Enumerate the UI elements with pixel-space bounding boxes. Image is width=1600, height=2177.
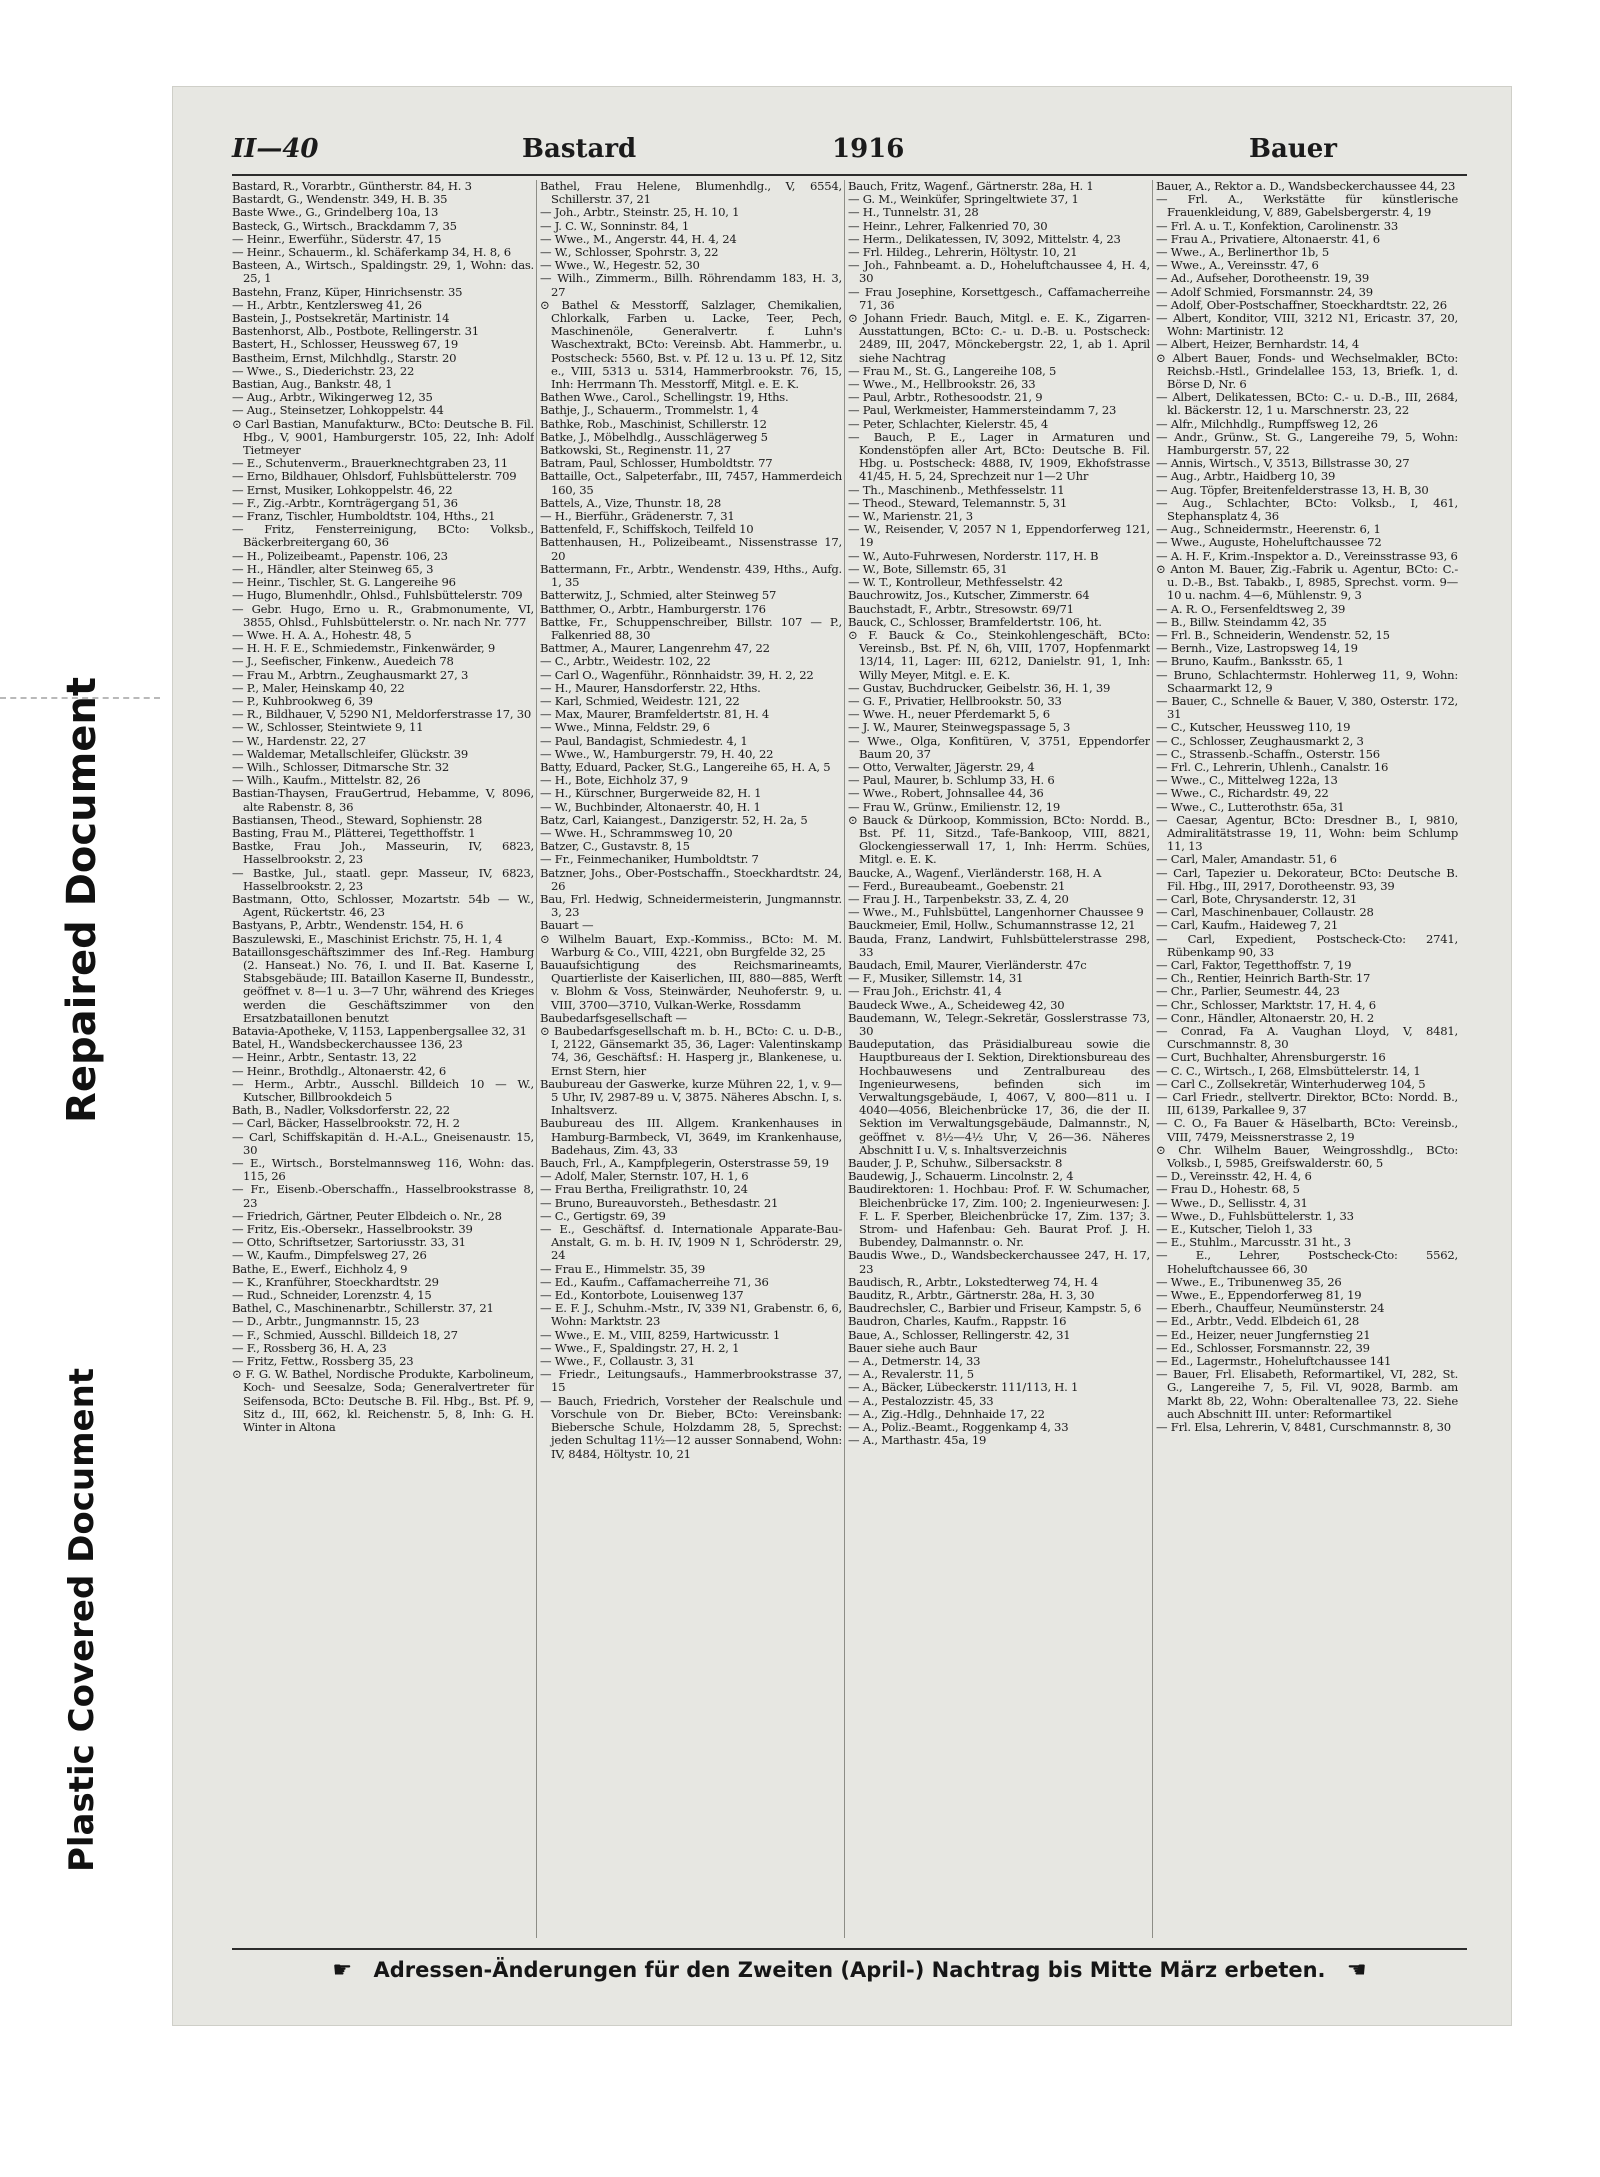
directory-entry: — K., Kranführer, Stoeckhardtstr. 29 — [232, 1274, 439, 1289]
directory-entry: — A., Pestalozzistr. 45, 33 — [848, 1393, 994, 1408]
directory-entry: — Frau Josephine, Korsettgesch., Caffamacherreihe 71, 36 — [848, 284, 1150, 312]
directory-entry: ⊙ Albert Bauer, Fonds- und Wechselmakler, BCto: Reichsb.-Hstl., Grindelallee 153, 13, Briefk. 1, d. Börse D, Nr. 6 — [1156, 350, 1458, 392]
directory-entry: — F., Schmied, Ausschl. Billdeich 18, 27 — [232, 1327, 458, 1342]
page-header — [232, 132, 1467, 176]
directory-entry: Bastenhorst, Alb., Postbote, Rellingerstr. 31 — [232, 324, 479, 339]
directory-entry: — Fr., Feinmechaniker, Humboldtstr. 7 — [540, 852, 759, 867]
directory-entry: — Friedrich, Gärtner, Peuter Elbdeich o. Nr., 28 — [232, 1208, 502, 1223]
directory-entry: ⊙ Carl Bastian, Manufakturw., BCto: Deutsche B. Fil. Hbg., V, 9001, Hamburgerstr. 105, 22, Inh: Adolf Tietmeyer — [232, 416, 534, 458]
directory-entry: Bastian-Thaysen, FrauGertrud, Hebamme, V, 8096, alte Rabenstr. 8, 36 — [232, 786, 534, 814]
directory-entry: — Theod., Steward, Telemannstr. 5, 31 — [848, 495, 1068, 510]
directory-entry: — Conr., Händler, Altonaerstr. 20, H. 2 — [1156, 1010, 1375, 1025]
directory-entry: — Heinr., Arbtr., Sentastr. 13, 22 — [232, 1050, 417, 1065]
directory-entry: — Friedr., Leitungsaufs., Hammerbrookstrasse 37, 15 — [540, 1367, 842, 1395]
directory-entry: — E., Kutscher, Tieloh 1, 33 — [1156, 1222, 1313, 1237]
directory-entry: — Frau J. H., Tarpenbekstr. 33, Z. 4, 20 — [848, 891, 1069, 906]
directory-entry: — Carl, Schiffskapitän d. H.-A.L., Gneisenaustr. 15, 30 — [232, 1129, 534, 1157]
directory-entry: — H., Maurer, Hansdorferstr. 22, Hths. — [540, 680, 761, 695]
directory-entry: — Ch., Rentier, Heinrich Barth-Str. 17 — [1156, 971, 1371, 986]
directory-entry: — Carl O., Wagenführ., Rönnhaidstr. 39, H. 2, 22 — [540, 667, 814, 682]
directory-entry: — E. F. J., Schuhm.-Mstr., IV, 339 N1, Grabenstr. 6, 6, Wohn: Marktstr. 23 — [540, 1301, 842, 1329]
directory-entry: Bastke, Frau Joh., Masseurin, IV, 6823, Hasselbrookstr. 2, 23 — [232, 839, 534, 867]
directory-entry: Bauart — — [540, 918, 594, 933]
directory-entry: — R., Bildhauer, V, 5290 N1, Meldorferstrasse 17, 30 — [232, 707, 532, 722]
directory-entry: Baubedarfsgesellschaft — — [540, 1010, 687, 1025]
directory-page — [172, 86, 1512, 2026]
directory-entry: — F., Zig.-Arbtr., Kornträgergang 51, 36 — [232, 495, 458, 510]
directory-entry: Baudeck Wwe., A., Scheideweg 42, 30 — [848, 997, 1065, 1012]
directory-entry: — E., Stuhlm., Marcusstr. 31 ht., 3 — [1156, 1235, 1351, 1250]
directory-entry: Baudemann, W., Telegr.-Sekretär, Gosslerstrasse 73, 30 — [848, 1010, 1150, 1038]
directory-entry: — Carl, Expedient, Postscheck-Cto: 2741, Rübenkamp 90, 33 — [1156, 931, 1458, 959]
directory-entry: Baudrechsler, C., Barbier und Friseur, Kampstr. 5, 6 — [848, 1301, 1142, 1316]
directory-entry: — C., Schlosser, Zeughausmarkt 2, 3 — [1156, 733, 1364, 748]
directory-entry: — Waldemar, Metallschleifer, Glückstr. 39 — [232, 746, 469, 761]
directory-entry: — A., Zig.-Hdlg., Dehnhaide 17, 22 — [848, 1406, 1045, 1421]
directory-entry: — G. M., Weinküfer, Springeltwiete 37, 1 — [848, 192, 1079, 207]
directory-entry: — E., Wirtsch., Borstelmannsweg 116, Wohn: das. 115, 26 — [232, 1156, 534, 1184]
directory-entry: Batavia-Apotheke, V, 1153, Lappenbergsallee 32, 31 — [232, 1024, 527, 1038]
column-4 — [1156, 180, 1458, 1938]
directory-entry: — Bastke, Jul., staatl. gepr. Masseur, IV, 6823, Hasselbrookstr. 2, 23 — [232, 865, 534, 893]
directory-entry: — Ed., Lagermstr., Hoheluftchaussee 141 — [1156, 1354, 1392, 1369]
directory-entry: Bathke, Rob., Maschinist, Schillerstr. 12 — [540, 416, 767, 431]
directory-entry: Batty, Eduard, Packer, St.G., Langereihe 65, H. A, 5 — [540, 759, 831, 774]
directory-entry: Baudewig, J., Schauerm. Lincolnstr. 2, 4 — [848, 1169, 1074, 1184]
directory-entry: ⊙ Bathel & Messtorff, Salzlager, Chemikalien, Chlorkalk, Farben u. Lacke, Teer, Pech, Maschinenöle, Generalvertr. f. Luhn's Waschextrakt, BCto: Vereinsb. Abt. Hammerbr., u. Postscheck: 5560, Bst. v. Pf. 12 u. 13 u. Pf. 12, Sitz e., VIII, 5313 u. 5314, Hammerbrookstr. 76, 15, Inh: Herrmann Th. Messtorff, Mitgl. e. E. K. — [540, 297, 842, 392]
directory-entry: — Heinr., Brothdlg., Altonaerstr. 42, 6 — [232, 1063, 447, 1078]
column-1 — [232, 180, 534, 1938]
directory-entry: — Paul, Arbtr., Rothesoodstr. 21, 9 — [848, 390, 1043, 405]
directory-entry: — C., Gertigstr. 69, 39 — [540, 1208, 666, 1223]
footer-rule — [232, 1948, 1467, 1950]
directory-entry: Baucke, A., Wagenf., Vierländerstr. 168, H. A — [848, 865, 1102, 880]
year: 1916 — [832, 134, 905, 164]
directory-entry: — W., Hardenstr. 22, 27 — [232, 733, 366, 748]
edge-divider — [0, 697, 160, 699]
directory-entry: Bauaufsichtigung des Reichsmarineamts, Quartierliste der Kaiserlichen, III, 880—885, Werft v. Blohm & Voss, Steinwärder, Neuhoferstr. 9, u. VIII, 3700—3710, Vulkan-Werke, Rossdamm — [540, 957, 842, 1012]
directory-entry: — Ernst, Musiker, Lohkoppelstr. 46, 22 — [232, 482, 453, 497]
directory-columns — [232, 180, 1467, 1938]
directory-entry: Bau, Frl. Hedwig, Schneidermeisterin, Jungmannstr. 3, 23 — [540, 891, 842, 920]
directory-entry: — J. C. W., Sonninstr. 84, 1 — [540, 218, 689, 233]
directory-entry: Bauer siehe auch Baur — [848, 1340, 977, 1355]
directory-entry: — Wwe. H., Schrammsweg 10, 20 — [540, 825, 733, 840]
directory-entry: Bastyans, P., Arbtr., Wendenstr. 154, H. 6 — [232, 918, 464, 933]
directory-entry: — Ed., Kaufm., Caffamacherreihe 71, 36 — [540, 1274, 769, 1289]
directory-entry: — E., Geschäftsf. d. Internationale Apparate-Bau-Anstalt, G. m. b. H. IV, 1909 N 1, Schröderstr. 29, 24 — [540, 1222, 842, 1263]
directory-entry: Baubureau der Gaswerke, kurze Mühren 22, 1, v. 9—5 Uhr, IV, 2987-89 u. V, 3875. Näheres Abschn. I, s. Inhaltsverz. — [540, 1076, 842, 1118]
directory-entry: — F., Musiker, Sillemstr. 14, 31 — [848, 971, 1024, 986]
directory-entry: — Ed., Kontorbote, Louisenweg 137 — [540, 1288, 744, 1303]
repaired-document-label: Repaired Document — [59, 677, 105, 1123]
directory-entry: Basteen, A., Wirtsch., Spaldingstr. 29, 1, Wohn: das. 25, 1 — [232, 258, 534, 286]
directory-entry: — W., Schlosser, Spohrstr. 3, 22 — [540, 245, 719, 260]
directory-entry: — Fritz, Fensterreinigung, BCto: Volksb., Bäckerbreitergang 60, 36 — [232, 522, 534, 550]
directory-entry: — Hugo, Blumenhdlr., Ohlsd., Fuhlsbüttelerstr. 709 — [232, 588, 523, 603]
directory-entry: — Alfr., Milchhdlg., Rumpffsweg 12, 26 — [1156, 416, 1378, 431]
directory-entry: — W. T., Kontrolleur, Methfesselstr. 42 — [848, 575, 1063, 590]
directory-entry: Baszulewski, E., Maschinist Erichstr. 75, H. 1, 4 — [232, 931, 503, 946]
directory-entry: — H., Händler, alter Steinweg 65, 3 — [232, 561, 434, 576]
directory-entry: Bauditz, R., Arbtr., Gärtnerstr. 28a, H. 3, 30 — [848, 1288, 1095, 1303]
first-keyword: Bastard — [522, 134, 637, 164]
directory-entry: Batram, Paul, Schlosser, Humboldtstr. 77 — [540, 456, 773, 471]
directory-entry: — Wwe., E., Eppendorferweg 81, 19 — [1156, 1288, 1362, 1303]
directory-entry: — Curt, Buchhalter, Ahrensburgerstr. 16 — [1156, 1050, 1386, 1065]
directory-entry: — Chr., Parlier, Seumestr. 44, 23 — [1156, 984, 1340, 999]
directory-entry: — C., Arbtr., Weidestr. 102, 22 — [540, 654, 711, 669]
directory-entry: Bauch, Frl., A., Kampfplegerin, Osterstrasse 59, 19 — [540, 1156, 829, 1171]
directory-entry: — Frl. Hildeg., Lehrerin, Höltystr. 10, 21 — [848, 245, 1078, 260]
directory-entry: — W., Schlosser, Steintwiete 9, 11 — [232, 720, 424, 735]
directory-entry: ⊙ F. Bauck & Co., Steinkohlengeschäft, BCto: Vereinsb., Bst. Pf. N, 6h, VIII, 1707, Hopfenmarkt 13/14, 11, Lager: III, 6212, Danielstr. 91, 1, Inh: Willy Meyer, Mitgl. e. E. K. — [848, 627, 1150, 682]
directory-entry: — Wwe., Robert, Johnsallee 44, 36 — [848, 786, 1044, 801]
directory-entry: — Wwe., F., Spaldingstr. 27, H. 2, 1 — [540, 1340, 740, 1355]
directory-entry: — Carl C., Zollsekretär, Winterhuderweg 104, 5 — [1156, 1076, 1426, 1091]
directory-entry: — W., Kaufm., Dimpfelsweg 27, 26 — [232, 1248, 427, 1263]
directory-entry: — Wwe., Olga, Konfitüren, V, 3751, Eppendorfer Baum 20, 37 — [848, 733, 1150, 761]
directory-entry: — J. W., Maurer, Steinwegspassage 5, 3 — [848, 720, 1071, 735]
directory-entry: — D., Arbtr., Jungmannstr. 15, 23 — [232, 1314, 420, 1329]
directory-entry: — A., Detmerstr. 14, 33 — [848, 1354, 981, 1369]
directory-entry: — Wwe., C., Lutterothstr. 65a, 31 — [1156, 799, 1345, 814]
directory-entry: — H. H. F. E., Schmiedemstr., Finkenwärder, 9 — [232, 641, 496, 656]
directory-entry: ⊙ Johann Friedr. Bauch, Mitgl. e. E. K., Zigarren-Ausstattungen, BCto: C.- u. D.-B. u. Postscheck: 2489, III, 2047, Mönckebergstr. 22, 1, ab 1. April siehe Nachtrag — [848, 311, 1150, 365]
directory-entry: — Adolf, Ober-Postschaffner, Stoeckhardtstr. 22, 26 — [1156, 297, 1447, 312]
directory-entry: — Joh., Arbtr., Steinstr. 25, H. 10, 1 — [540, 205, 740, 220]
directory-entry: Bathel, C., Maschinenarbtr., Schillerstr. 37, 21 — [232, 1301, 494, 1316]
directory-entry: Bauder, J. P., Schuhw., Silbersackstr. 8 — [848, 1156, 1063, 1171]
column-3 — [848, 180, 1150, 1938]
directory-entry: — Carl Friedr., stellvertr. Direktor, BCto: Nordd. B., III, 6139, Parkallee 9, 37 — [1156, 1090, 1458, 1118]
directory-entry: — Wilh., Zimmerm., Billh. Röhrendamm 183, H. 3, 27 — [540, 271, 842, 299]
directory-entry: Batterwitz, J., Schmied, alter Steinweg 57 — [540, 588, 777, 603]
directory-entry: — A., Marthastr. 45a, 19 — [848, 1433, 987, 1448]
directory-entry: — Carl, Kaufm., Haideweg 7, 21 — [1156, 918, 1338, 933]
directory-entry: Baste Wwe., G., Grindelberg 10a, 13 — [232, 205, 439, 220]
directory-entry: Bastmann, Otto, Schlosser, Mozartstr. 54b — W., Agent, Rückertstr. 46, 23 — [232, 891, 534, 920]
directory-entry: — C., Strassenb.-Schaffn., Osterstr. 156 — [1156, 746, 1380, 761]
directory-entry: — Carl, Bote, Chrysanderstr. 12, 31 — [1156, 891, 1358, 906]
directory-entry: Battenfeld, F., Schiffskoch, Teilfeld 10 — [540, 522, 754, 537]
directory-entry: Baudach, Emil, Maurer, Vierländerstr. 47c — [848, 957, 1087, 972]
directory-entry: — Fritz, Eis.-Obersekr., Hasselbrookstr. 39 — [232, 1222, 473, 1237]
directory-entry: — Max, Maurer, Bramfeldertstr. 81, H. 4 — [540, 707, 770, 722]
directory-entry: — Wwe., M., Angerstr. 44, H. 4, 24 — [540, 231, 737, 246]
directory-entry: — Ed., Schlosser, Forsmannstr. 22, 39 — [1156, 1340, 1370, 1355]
directory-entry: Baudisch, R., Arbtr., Lokstedterweg 74, H. 4 — [848, 1274, 1098, 1289]
directory-entry: — Heinr., Tischler, St. G. Langereihe 96 — [232, 575, 456, 590]
directory-entry: — Caesar, Agentur, BCto: Dresdner B., I, 9810, Admiralitätstrasse 19, 11, Wohn: beim Schlump 11, 13 — [1156, 812, 1458, 854]
directory-entry: Baudirektoren: 1. Hochbau: Prof. F. W. Schumacher, Bleichenbrücke 17, Zim. 100; 2. Ingenieurwesen: J. F. L. F. Sperber, Bleichenbrücke 17, Zim. 137; 3. Strom- und Hafenbau: Geh. Baurat Prof. J. H. Bubendey, Dalmannstr. o. Nr. — [848, 1182, 1150, 1250]
directory-entry: Baudron, Charles, Kaufm., Rappstr. 16 — [848, 1314, 1067, 1329]
directory-entry: — Otto, Schriftsetzer, Sartoriusstr. 33, 31 — [232, 1235, 466, 1250]
directory-entry: — P., Kuhbrookweg 6, 39 — [232, 693, 373, 708]
directory-entry: — Otto, Verwalter, Jägerstr. 29, 4 — [848, 759, 1035, 774]
directory-entry: — Bauer, C., Schnelle & Bauer, V, 380, Osterstr. 172, 31 — [1156, 693, 1458, 722]
directory-entry: — Wwe., M., Hellbrookstr. 26, 33 — [848, 377, 1036, 392]
directory-entry: — Bauch, Friedrich, Vorsteher der Realschule und Vorschule von Dr. Bieber, BCto: Vereinsbank: Biebersche Schule, Holzdamm 28, 5, Sprechst: jeden Schultag 11½—12 ausser Sonnabend, Wohn: IV, 8484, Höltystr. 10, 21 — [540, 1393, 842, 1461]
directory-entry: — Fritz, Fettw., Rossberg 35, 23 — [232, 1354, 414, 1369]
directory-entry: — W., Reisender, V, 2057 N 1, Eppendorferweg 121, 19 — [848, 522, 1150, 550]
directory-entry: — Ed., Arbtr., Vedd. Elbdeich 61, 28 — [1156, 1314, 1360, 1329]
directory-entry: — B., Billw. Steindamm 42, 35 — [1156, 614, 1327, 629]
page-number: II—40 — [232, 134, 319, 164]
footer — [232, 1958, 1467, 1983]
directory-entry: — C., Kutscher, Heussweg 110, 19 — [1156, 720, 1351, 735]
directory-entry: — Gustav, Buchdrucker, Geibelstr. 36, H. 1, 39 — [848, 680, 1111, 695]
directory-entry: — Frau Bertha, Freiligrathstr. 10, 24 — [540, 1182, 748, 1197]
plastic-covered-label: Plastic Covered Document — [62, 1367, 102, 1873]
directory-entry: — W., Auto-Fuhrwesen, Norderstr. 117, H. B — [848, 548, 1099, 563]
directory-entry: Bauer, A., Rektor a. D., Wandsbeckerchaussee 44, 23 — [1156, 180, 1456, 193]
directory-entry: — Frl. A. u. T., Konfektion, Carolinenstr. 33 — [1156, 218, 1399, 233]
directory-entry: — Carl, Maschinenbauer, Collaustr. 28 — [1156, 905, 1374, 920]
directory-entry: — Ad., Aufseher, Dorotheenstr. 19, 39 — [1156, 271, 1370, 286]
directory-entry: Bath, B., Nadler, Volksdorferstr. 22, 22 — [232, 1103, 450, 1118]
directory-entry: — H., Bierführ., Grädenerstr. 7, 31 — [540, 509, 735, 524]
directory-entry: Batzer, C., Gustavstr. 8, 15 — [540, 839, 690, 854]
directory-entry: Bastehn, Franz, Küper, Hinrichsenstr. 35 — [232, 284, 463, 299]
pointing-hand-icon: ☚ — [1346, 1958, 1367, 1983]
directory-entry: — Carl, Bäcker, Hasselbrookstr. 72, H. 2 — [232, 1116, 460, 1131]
directory-entry: Bauchstadt, F., Arbtr., Stresowstr. 69/71 — [848, 601, 1074, 616]
directory-entry: Bastheim, Ernst, Milchhdlg., Starstr. 20 — [232, 350, 457, 365]
directory-entry: Bastiansen, Theod., Steward, Sophienstr. 28 — [232, 812, 483, 827]
directory-entry: — H., Polizeibeamt., Papenstr. 106, 23 — [232, 548, 448, 563]
directory-entry: — Frl. B., Schneiderin, Wendenstr. 52, 15 — [1156, 627, 1390, 642]
directory-entry: — Aug., Arbtr., Haidberg 10, 39 — [1156, 469, 1336, 484]
directory-entry: — Bruno, Bureauvorsteh., Bethesdastr. 21 — [540, 1195, 779, 1210]
directory-entry: — Frau M., St. G., Langereihe 108, 5 — [848, 363, 1057, 378]
directory-entry: — Wwe., C., Richardstr. 49, 22 — [1156, 786, 1329, 801]
directory-entry: — Heinr., Ewerführ., Süderstr. 47, 15 — [232, 231, 442, 246]
directory-entry: — Karl, Schmied, Weidestr. 121, 22 — [540, 693, 740, 708]
directory-entry: — Franz, Tischler, Humboldtstr. 104, Hths., 21 — [232, 509, 496, 524]
directory-entry: — W., Bote, Sillemstr. 65, 31 — [848, 561, 1008, 576]
directory-entry: — Aug., Arbtr., Wikingerweg 12, 35 — [232, 390, 433, 405]
directory-entry: — H., Bote, Eichholz 37, 9 — [540, 773, 688, 788]
column-2 — [540, 180, 842, 1938]
directory-entry: Bataillonsgeschäftszimmer des Inf.-Reg. Hamburg (2. Hanseat.) No. 76, I. und II. Bat. Kaserne I, Stabsgebäude; III. Bataillon Kaserne II, Bundesstr., geöffnet v. 8—1 u. 3—7 Uhr, während des Krieges werden die Geschäftszimmer von den Ersatzbataillonen benutzt — [232, 944, 534, 1025]
directory-entry: — Frl. Elsa, Lehrerin, V, 8481, Curschmannstr. 8, 30 — [1156, 1420, 1451, 1435]
directory-entry: — Peter, Schlachter, Kielerstr. 45, 4 — [848, 416, 1049, 431]
directory-entry: — Bauer, Frl. Elisabeth, Reformartikel, VI, 282, St. G., Langereihe 7, 5, Fil. VI, 9028, Barmb. am Markt 8b, 22, Wohn: Oberaltenallee 73, 22. Siehe auch Abschnitt III. unter: Reformartikel — [1156, 1367, 1458, 1421]
directory-entry: — Paul, Werkmeister, Hammersteindamm 7, 23 — [848, 403, 1117, 418]
directory-entry: ⊙ Anton M. Bauer, Zig.-Fabrik u. Agentur, BCto: C.- u. D.-B., Bst. Tabakb., I, 8985, Sprechst. vorm. 9—10 u. nachm. 4—6, Mühlenstr. 9, 3 — [1156, 561, 1458, 603]
directory-entry: — Annis, Wirtsch., V, 3513, Billstrasse 30, 27 — [1156, 456, 1410, 471]
directory-entry: — Wwe., Auguste, Hoheluftchaussee 72 — [1156, 535, 1382, 550]
directory-entry: — Bruno, Kaufm., Banksstr. 65, 1 — [1156, 654, 1344, 669]
directory-entry: — Fr., Eisenb.-Oberschaffn., Hasselbrookstrasse 8, 23 — [232, 1182, 534, 1210]
directory-entry: — Wwe., F., Collaustr. 3, 31 — [540, 1354, 695, 1369]
directory-entry: — Wwe., C., Mittelweg 122a, 13 — [1156, 773, 1338, 788]
directory-entry: — Aug., Schlachter, BCto: Volksb., I, 461, Stephansplatz 4, 36 — [1156, 495, 1458, 524]
directory-entry: — E., Schutenverm., Brauerknechtgraben 23, 11 — [232, 456, 508, 471]
column-rule — [536, 180, 537, 1938]
directory-entry: Baudis Wwe., D., Wandsbeckerchaussee 247, H. 17, 23 — [848, 1248, 1150, 1276]
directory-entry: Bathen Wwe., Carol., Schellingstr. 19, Hths. — [540, 390, 789, 405]
directory-entry: — Th., Maschinenb., Methfesselstr. 11 — [848, 482, 1065, 497]
directory-entry: — Rud., Schneider, Lorenzstr. 4, 15 — [232, 1288, 432, 1303]
directory-entry: — A. H. F., Krim.-Inspektor a. D., Vereinsstrasse 93, 6 — [1156, 548, 1458, 563]
directory-entry: Battenhausen, H., Polizeibeamt., Nissenstrasse 17, 20 — [540, 535, 842, 563]
directory-entry: — Aug., Steinsetzer, Lohkoppelstr. 44 — [232, 403, 444, 418]
directory-entry: Bastian, Aug., Bankstr. 48, 1 — [232, 377, 393, 392]
directory-entry: — A., Poliz.-Beamt., Roggenkamp 4, 33 — [848, 1420, 1069, 1435]
directory-entry: Battels, A., Vize, Thunstr. 18, 28 — [540, 495, 722, 510]
directory-entry: Battermann, Fr., Arbtr., Wendenstr. 439, Hths., Aufg. 1, 35 — [540, 561, 842, 590]
directory-entry: — Wwe., M., Fuhlsbüttel, Langenhorner Chaussee 9 — [848, 905, 1144, 920]
directory-entry: — Wwe., A., Berlinerthor 1b, 5 — [1156, 245, 1330, 260]
directory-entry: — H., Arbtr., Kentzlersweg 41, 26 — [232, 297, 422, 312]
directory-entry: — P., Maler, Heinskamp 40, 22 — [232, 680, 405, 695]
directory-entry: — Heinr., Schauerm., kl. Schäferkamp 34, H. 8, 6 — [232, 245, 511, 260]
directory-entry: Battke, Fr., Schuppenschreiber, Billstr. 107 — P., Falkenried 88, 30 — [540, 614, 842, 642]
directory-entry: Batke, J., Möbelhdlg., Ausschlägerweg 5 — [540, 429, 768, 444]
directory-entry: Battmer, A., Maurer, Langenrehm 47, 22 — [540, 641, 770, 656]
directory-entry: — G. F., Privatier, Hellbrookstr. 50, 33 — [848, 693, 1062, 708]
directory-entry: — W., Buchbinder, Altonaerstr. 40, H. 1 — [540, 799, 761, 814]
directory-entry: Batel, H., Wandsbeckerchaussee 136, 23 — [232, 1037, 463, 1052]
directory-entry: — Adolf Schmied, Forsmannstr. 24, 39 — [1156, 284, 1373, 299]
directory-entry: — Carl, Tapezier u. Dekorateur, BCto: Deutsche B. Fil. Hbg., III, 2917, Dorotheenstr. 93, 39 — [1156, 865, 1458, 893]
directory-entry: — Wwe., W., Hegestr. 52, 30 — [540, 258, 700, 273]
directory-entry: Battaille, Oct., Salpeterfabr., III, 7457, Hammerdeich 160, 35 — [540, 469, 842, 497]
directory-entry: — Frau W., Grünw., Emilienstr. 12, 19 — [848, 799, 1060, 814]
column-rule — [1152, 180, 1153, 1938]
directory-entry: ⊙ Wilhelm Bauart, Exp.-Kommiss., BCto: M. M. Warburg & Co., VIII, 4221, obn Burgfelde 32, 25 — [540, 931, 842, 959]
directory-entry: Bastert, H., Schlosser, Heussweg 67, 19 — [232, 337, 458, 352]
directory-entry: — Wwe., A., Vereinsstr. 47, 6 — [1156, 258, 1319, 273]
directory-entry: Batz, Carl, Kaiangest., Danzigerstr. 52, H. 2a, 5 — [540, 812, 808, 827]
directory-entry: — Wwe., S., Diederichstr. 23, 22 — [232, 363, 415, 378]
directory-entry: Bauck, C., Schlosser, Bramfeldertstr. 106, ht. — [848, 614, 1102, 629]
directory-entry: — J., Seefischer, Finkenw., Auedeich 78 — [232, 654, 454, 669]
last-keyword: Bauer — [1249, 134, 1337, 164]
directory-entry: — Paul, Maurer, b. Schlump 33, H. 6 — [848, 773, 1055, 788]
directory-entry: Bastard, R., Vorarbtr., Güntherstr. 84, H. 3 — [232, 180, 472, 193]
directory-entry: — Ferd., Bureaubeamt., Goebenstr. 21 — [848, 878, 1066, 893]
directory-entry: Basting, Frau M., Plätterei, Tegetthoffstr. 1 — [232, 825, 476, 840]
directory-entry: Bauchrowitz, Jos., Kutscher, Zimmerstr. 64 — [848, 588, 1090, 603]
directory-entry: ⊙ Baubedarfsgesellschaft m. b. H., BCto: C. u. D-B., I, 2122, Gänsemarkt 35, 36, Lager: Valentinskamp 74, 36, Geschäftsf.: H. Hasperg jr., Blankenese, u. Ernst Stern, hier — [540, 1024, 842, 1078]
directory-entry: — Wwe., Minna, Feldstr. 29, 6 — [540, 720, 710, 735]
directory-entry: — Adolf, Maler, Sternstr. 107, H. 1, 6 — [540, 1169, 749, 1184]
directory-entry: Bauckmeier, Emil, Hollw., Schumannstrasse 12, 21 — [848, 918, 1136, 933]
directory-entry: — A., Revalerstr. 11, 5 — [848, 1367, 974, 1382]
directory-entry: — Frau A., Privatiere, Altonaerstr. 41, 6 — [1156, 231, 1380, 246]
directory-entry: — Frau M., Arbtrn., Zeughausmarkt 27, 3 — [232, 667, 469, 682]
pointing-hand-icon: ☛ — [332, 1958, 353, 1983]
directory-entry: — Eberh., Chauffeur, Neumünsterstr. 24 — [1156, 1301, 1385, 1316]
directory-entry: — F., Rossberg 36, H. A, 23 — [232, 1340, 387, 1355]
directory-entry: Bastardt, G., Wendenstr. 349, H. B. 35 — [232, 192, 448, 207]
directory-entry: — Frl. A., Werkstätte für künstlerische Frauenkleidung, V, 889, Gabelsbergerstr. 4, 19 — [1156, 192, 1458, 220]
directory-entry: Bauda, Franz, Landwirt, Fuhlsbüttelerstrasse 298, 33 — [848, 931, 1150, 959]
directory-entry: Baue, A., Schlosser, Rellingerstr. 42, 31 — [848, 1327, 1071, 1342]
directory-entry: — Wwe., W., Hamburgerstr. 79, H. 40, 22 — [540, 746, 774, 761]
directory-entry: ⊙ Bauck & Dürkoop, Kommission, BCto: Nordd. B., Bst. Pf. 11, Sitzd., Tafe-Bankoop, VIII, 8821, Glockengiesserwall 17, 1, Inh: Herrm. Schües, Mitgl. e. E. K. — [848, 812, 1150, 867]
directory-entry: — C. O., Fa Bauer & Häselbarth, BCto: Vereinsb., VIII, 7479, Meissnerstrasse 2, 19 — [1156, 1116, 1458, 1144]
directory-entry: — A., Bäcker, Lübeckerstr. 111/113, H. 1 — [848, 1380, 1079, 1395]
directory-entry: — Frau E., Himmelstr. 35, 39 — [540, 1261, 705, 1276]
directory-entry: — Wwe., E. M., VIII, 8259, Hartwicusstr. 1 — [540, 1327, 781, 1342]
directory-entry: Batthmer, O., Arbtr., Hamburgerstr. 176 — [540, 601, 766, 616]
directory-entry: — Frl. C., Lehrerin, Uhlenh., Canalstr. 16 — [1156, 759, 1389, 774]
directory-entry: Bauch, Fritz, Wagenf., Gärtnerstr. 28a, H. 1 — [848, 180, 1094, 193]
directory-entry: ⊙ Chr. Wilhelm Bauer, Weingrosshdlg., BCto: Volksb., I, 5985, Greifswalderstr. 60, 5 — [1156, 1142, 1458, 1171]
directory-entry: — Wilh., Schlosser, Ditmarsche Str. 32 — [232, 759, 449, 774]
directory-entry: — C. C., Wirtsch., I, 268, Elmsbüttelerstr. 14, 1 — [1156, 1063, 1421, 1078]
directory-entry: — Paul, Bandagist, Schmiedestr. 4, 1 — [540, 733, 748, 748]
footer-note: Adressen-Änderungen für den Zweiten (April-) Nachtrag bis Mitte März erbeten. — [373, 1958, 1326, 1982]
side-labels — [0, 0, 165, 2177]
directory-entry: ⊙ F. G. W. Bathel, Nordische Produkte, Karbolineum, Koch- und Seesalze, Soda; Generalvertreter für Seifensoda, BCto: Deutsche B. Fil. Hbg., Bst. Pf. 9, Sitz d., III, 662, kl. Reichenstr. 5, 8, Inh: G. H. Winter in Altona — [232, 1367, 534, 1435]
directory-entry: — Aug., Schneidermstr., Heerenstr. 6, 1 — [1156, 522, 1381, 537]
directory-entry: Bastein, J., Postsekretär, Martinistr. 14 — [232, 311, 450, 326]
directory-entry: — Chr., Schlosser, Marktstr. 17, H. 4, 6 — [1156, 997, 1376, 1012]
directory-entry: Batzner, Johs., Ober-Postschaffn., Stoeckhardtstr. 24, 26 — [540, 865, 842, 893]
directory-entry: — Carl, Maler, Amandastr. 51, 6 — [1156, 852, 1337, 867]
directory-entry: — Herm., Arbtr., Ausschl. Billdeich 10 — W., Kutscher, Billbrookdeich 5 — [232, 1076, 534, 1105]
directory-entry: — Wwe. H., neuer Pferdemarkt 5, 6 — [848, 707, 1050, 722]
directory-entry: — Ed., Heizer, neuer Jungfernstieg 21 — [1156, 1327, 1371, 1342]
directory-entry: — Bruno, Schlachtermstr. Hohlerweg 11, 9, Wohn: Schaarmarkt 12, 9 — [1156, 667, 1458, 695]
directory-entry: — Wwe., D., Sellisstr. 4, 31 — [1156, 1195, 1308, 1210]
directory-entry: — Andr., Grünw., St. G., Langereihe 79, 5, Wohn: Hamburgerstr. 57, 22 — [1156, 429, 1458, 458]
directory-entry: — Wwe., E., Tribunenweg 35, 26 — [1156, 1274, 1342, 1289]
directory-entry: — A. R. O., Fersenfeldtsweg 2, 39 — [1156, 601, 1346, 616]
column-rule — [844, 180, 845, 1938]
directory-entry: — Wwe. H. A. A., Hohestr. 48, 5 — [232, 627, 412, 642]
directory-entry: — Wwe., D., Fuhlsbüttelerstr. 1, 33 — [1156, 1208, 1354, 1223]
directory-entry: — Bernh., Vize, Lastropsweg 14, 19 — [1156, 641, 1358, 656]
directory-entry: — Frau D., Hohestr. 68, 5 — [1156, 1182, 1300, 1197]
directory-entry: — E., Lehrer, Postscheck-Cto: 5562, Hoheluftchaussee 66, 30 — [1156, 1248, 1458, 1276]
directory-entry: — Bauch, P. E., Lager in Armaturen und Kondenstöpfen aller Art, BCto: Deutsche B. Fil. Hbg. u. Postscheck: 4888, IV, 1909, Ekhofstrasse 41/45, H. 5, 24, Sprechzeit nur 1—2 Uhr — [848, 429, 1150, 484]
directory-entry: — Conrad, Fa A. Vaughan Lloyd, V, 8481, Curschmannstr. 8, 30 — [1156, 1024, 1458, 1052]
directory-entry: Batkowski, St., Reginenstr. 11, 27 — [540, 443, 731, 458]
directory-entry: Baubureau des III. Allgem. Krankenhauses in Hamburg-Barmbeck, VI, 3649, im Krankenhause, Badehaus, Zim. 43, 33 — [540, 1116, 842, 1157]
directory-entry: — Erno, Bildhauer, Ohlsdorf, Fuhlsbüttelerstr. 709 — [232, 469, 517, 484]
directory-entry: — Albert, Heizer, Bernhardstr. 14, 4 — [1156, 337, 1359, 352]
directory-entry: — Heinr., Lehrer, Falkenried 70, 30 — [848, 218, 1048, 233]
directory-entry: Baudeputation, das Präsidialbureau sowie die Hauptbureaus der I. Sektion, Direktionsbureau des Hochbauwesens und Zentralbureau des Ingenieurwesens, befinden sich im Verwaltungsgebäude, I, 4067, V, 800—811 u. I 4040—4056, Bleichenbrücke 17, 36, die der II. Sektion im Verwaltungsgebäude, Dalmannstr., N, geöffnet v. 8½—4½ Uhr, V, 26—36. Näheres Abschnitt I u. V, s. Inhaltsverzeichnis — [848, 1037, 1150, 1157]
directory-entry: Bathe, E., Ewerf., Eichholz 4, 9 — [232, 1261, 408, 1276]
directory-entry: — Gebr. Hugo, Erno u. R., Grabmonumente, VI, 3855, Ohlsd., Fuhlsbüttelerstr. o. Nr. nach Nr. 777 — [232, 601, 534, 629]
directory-entry: — Joh., Fahnbeamt. a. D., Hoheluftchaussee 4, H. 4, 30 — [848, 258, 1150, 286]
directory-entry: — Carl, Faktor, Tegetthoffstr. 7, 19 — [1156, 957, 1352, 972]
directory-entry: — H., Tunnelstr. 31, 28 — [848, 205, 979, 220]
directory-entry: — D., Vereinsstr. 42, H. 4, 6 — [1156, 1169, 1312, 1184]
directory-entry: — Wilh., Kaufm., Mittelstr. 82, 26 — [232, 773, 421, 788]
directory-entry: — W., Marienstr. 21, 3 — [848, 509, 973, 524]
directory-entry: Bathel, Frau Helene, Blumenhdlg., V, 6554, Schillerstr. 37, 21 — [540, 180, 842, 207]
directory-entry: — Albert, Konditor, VIII, 3212 N1, Ericastr. 37, 20, Wohn: Martinistr. 12 — [1156, 311, 1458, 339]
directory-entry: — Herm., Delikatessen, IV, 3092, Mittelstr. 4, 23 — [848, 231, 1121, 246]
directory-entry: Bathje, J., Schauerm., Trommelstr. 1, 4 — [540, 403, 759, 418]
directory-entry: Basteck, G., Wirtsch., Brackdamm 7, 35 — [232, 218, 457, 233]
directory-entry: — Aug. Töpfer, Breitenfelderstrasse 13, H. B, 30 — [1156, 482, 1429, 497]
directory-entry: — Albert, Delikatessen, BCto: C.- u. D.-B., III, 2684, kl. Bäckerstr. 12, 1 u. Marschnerstr. 23, 22 — [1156, 390, 1458, 418]
directory-entry: — H., Kürschner, Burgerweide 82, H. 1 — [540, 786, 762, 801]
directory-entry: — Frau Joh., Erichstr. 41, 4 — [848, 984, 1002, 999]
